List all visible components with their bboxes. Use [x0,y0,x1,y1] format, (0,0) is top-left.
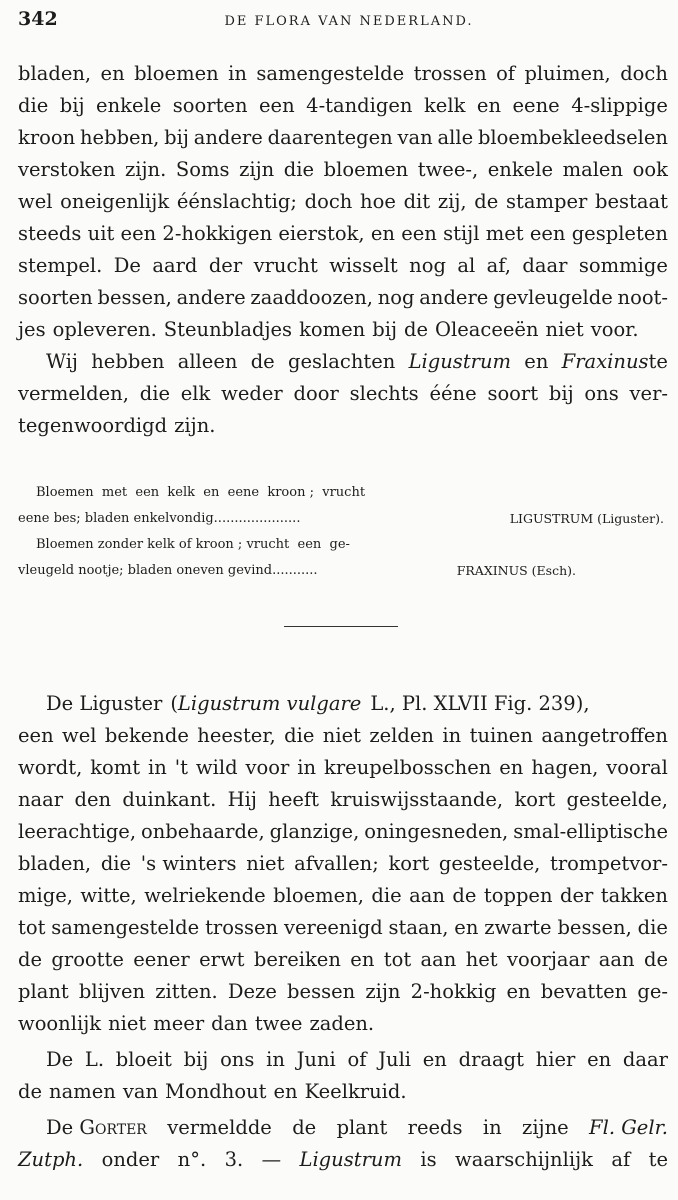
word: en [587,1048,612,1071]
word: twee [254,1012,303,1035]
word: al [457,254,476,277]
word: glanzige, [269,820,360,843]
key-lead-line [18,532,664,558]
word: die [18,94,49,117]
word: dan [211,1012,248,1035]
word: mige, [18,884,73,907]
word: de [18,1080,43,1103]
word: en [273,1080,298,1103]
word: wel [62,724,97,747]
word: den [74,788,112,811]
word: namen [49,1080,116,1103]
word: jes [18,318,46,341]
word: en [422,1048,447,1071]
word: gesteelde, [566,788,668,811]
word: noot- [617,286,668,309]
word: Steunbladjes [163,318,293,341]
word: die [284,724,315,747]
literature-reference: Zutph. [18,1148,84,1171]
word: doch [620,62,668,85]
word: en [476,94,502,117]
word: dit [403,190,431,213]
word: en [499,756,524,779]
word: de [474,190,499,213]
word: eener [133,948,190,971]
word: voorjaar [507,948,590,971]
word: zitten. [155,980,218,1003]
word: van [397,126,433,149]
word: bij [372,318,397,341]
text-line [18,346,668,378]
word: daar [522,254,568,277]
text-line [18,1112,668,1144]
word: bestaat [595,190,668,213]
word: een [259,94,295,117]
word: en [350,948,375,971]
word: en [100,62,125,85]
word: enkele [487,158,553,181]
word: De [46,1116,74,1139]
word: Oleaceeën [435,318,539,341]
word: bloeit [115,1048,172,1071]
word: plant [18,980,69,1003]
word: zij, [437,190,467,213]
word: Juli [378,1048,412,1071]
word: Juni [296,1048,336,1071]
word: tot [18,916,46,939]
text-line [18,250,668,282]
word: bij [164,126,189,149]
word: daarentegen [267,126,393,149]
word: sommige [578,254,668,277]
word: zelden [369,724,434,747]
section-divider [284,626,398,627]
word: toppen [483,884,553,907]
word: soort [487,382,539,405]
text-line [18,1076,668,1108]
genus-name: Ligustrum [299,1148,402,1171]
word: staan, [388,916,449,939]
author-reference: L., Pl. XLVII Fig. 239), [370,692,590,715]
word: af [611,1148,631,1171]
species-account [18,688,668,1176]
word: Soms [175,158,230,181]
word: heester, [197,724,276,747]
word: éénslachtig; [176,190,297,213]
key-genus: FRAXINUS [456,563,528,578]
text-line [18,720,668,752]
word: ge- [637,980,668,1003]
word: stijl [443,222,480,245]
word: 2-hokkigen [162,222,273,245]
word: L. [84,1048,105,1071]
word: bessen, [97,286,172,309]
word: weder [221,382,283,405]
word: voor [245,756,290,779]
word: in [297,756,317,779]
word: een [120,222,157,245]
word: hebben, [79,126,160,149]
word: trompetvor- [550,852,668,875]
word: alleen [177,350,238,373]
text-line [18,1008,668,1040]
intro-paragraph [18,58,668,442]
word: blijven [78,980,146,1003]
text-line [18,186,668,218]
word: 4-tandigen [306,94,413,117]
word: bessen, [557,916,632,939]
text-line [18,816,668,848]
word: 2-hokkig [410,980,497,1003]
word: een [529,222,566,245]
word: verstoken [18,158,116,181]
word: gevleugelde [493,286,613,309]
word: soorten [18,286,93,309]
word: bloemen [323,158,409,181]
word: enkele [96,94,162,117]
word: afvallen; [294,852,379,875]
text-line [18,912,668,944]
word: slechts [349,382,419,405]
word: waarschijnlijk [455,1148,593,1171]
key-genus: LIGUSTRUM [509,511,594,526]
word: in [482,1116,502,1139]
word: af, [486,254,512,277]
text-line [18,1144,668,1176]
word: 's winters [140,852,237,875]
word: bloembekleedselen [477,126,668,149]
word: onbehaarde, [141,820,265,843]
word: aan [598,948,635,971]
word: komen [299,318,366,341]
word: een [18,724,54,747]
word: malen [562,158,624,181]
word: wild [195,756,238,779]
word: geslachten [288,350,396,373]
word: ver- [629,382,668,405]
word: bij [59,94,85,117]
word: niet [545,318,584,341]
word: oningesneden, [364,820,509,843]
word: leerachtige, [18,820,137,843]
word: soorten [172,94,248,117]
word: voor. [590,318,639,341]
key-common-name: (Esch). [531,563,576,578]
word: heeft [268,788,319,811]
word: ééne [429,382,477,405]
word: vrucht [253,254,318,277]
word: eene [512,94,560,117]
word: Mondhout [165,1080,267,1103]
word: bessen [287,980,356,1003]
word: takken [600,884,668,907]
word: andere [419,286,489,309]
word: der [208,254,243,277]
word: of [347,1048,367,1071]
literature-reference: Fl. Gelr. [589,1116,668,1139]
word: kreupelbosschen [324,756,492,779]
word: 3. [224,1148,244,1171]
word: ons [220,1048,255,1071]
word: stempel. [18,254,103,277]
word: ons [584,382,619,405]
word: is [420,1148,437,1171]
word: bloemen, [273,884,364,907]
text-line [18,410,668,442]
word: aard [152,254,198,277]
word: hebben [91,350,165,373]
genus-name: Fraxinus [561,350,649,373]
word: die [637,916,668,939]
word: en [524,350,549,373]
word: twee-, [417,158,479,181]
word: komt [90,756,141,779]
text-line [18,848,668,880]
key-lead-text: Bloemen met een kelk en eene kroon ; vrucht [36,485,366,500]
key-lead-text: eene bes; bladen enkelvondig..................... [18,511,301,526]
text-line [18,688,668,720]
text-line [18,378,668,410]
word: bloemen [134,62,219,85]
word: doch [304,190,353,213]
word: plant [336,1116,388,1139]
word: meer [153,1012,205,1035]
word: vermeldde [167,1116,272,1139]
text-line [18,314,668,346]
word: 't [174,756,188,779]
genus-key [18,480,664,584]
word: niet [108,1012,147,1035]
word: oneigenlijk [60,190,170,213]
word: en [454,916,479,939]
word: n°. [177,1148,207,1171]
genus-name: Ligustrum [408,350,512,373]
word: kruiswijsstaande, [330,788,504,811]
page-header [18,8,670,36]
key-result [449,558,664,584]
word: naar [18,788,64,811]
word: De [113,254,141,277]
word: de [643,948,668,971]
text-line [18,122,668,154]
text-line [18,976,668,1008]
word: zijn. [174,414,216,437]
word: tot [383,948,412,971]
word: in [442,724,462,747]
word: het [465,948,498,971]
running-title: DE FLORA VAN NEDERLAND. [224,14,474,29]
word: zwarte [484,916,552,939]
word: eierstok, [278,222,365,245]
key-common-name: (Liguster). [597,511,664,526]
word: Keelkruid. [304,1080,407,1103]
word: ( [170,692,178,715]
word: gespleten [571,222,668,245]
word: te [648,1148,668,1171]
word: die [100,852,132,875]
word: Wij [46,350,78,373]
word: vooral [606,756,668,779]
word: smal-elliptische [513,820,668,843]
word: elk [180,382,211,405]
page-number: 342 [18,8,58,30]
word: die [371,884,402,907]
text-line [18,784,668,816]
word: die [283,158,315,181]
word: — [261,1148,282,1171]
word: een [401,222,437,245]
word: wel [18,190,53,213]
word: bevatten [540,980,628,1003]
word: aan [420,948,457,971]
text-line [18,944,668,976]
word: door [293,382,339,405]
word: wordt, [18,756,83,779]
word: Hij [227,788,257,811]
word: welriekende [144,884,266,907]
word: hagen, [531,756,599,779]
word: van [122,1080,159,1103]
word: bladen, [18,852,92,875]
species-common-name: De Liguster [46,692,163,715]
word: zijne [522,1116,569,1139]
word: kort [388,852,430,875]
word: de [292,1116,317,1139]
word: bij [183,1048,209,1071]
text-line [18,58,668,90]
word: nog [409,254,446,277]
word: uit [87,222,115,245]
word: zaden. [309,1012,375,1035]
word: 4-slippige [571,94,668,117]
text-line [18,1044,668,1076]
word: steeds [18,222,82,245]
word: aan [409,884,445,907]
word: draagt [458,1048,524,1071]
word: niet [322,724,361,747]
word: opleveren. [52,318,157,341]
word: hier [535,1048,576,1071]
word: kroon [18,126,76,149]
word: nog [377,286,415,309]
word: stamper [506,190,588,213]
key-lead-line [18,480,664,506]
author-name: Gorter [79,1116,147,1139]
text-line [18,880,668,912]
word: niet [246,852,285,875]
word: andere [176,286,246,309]
word: zijn [365,980,401,1003]
word: trossen [205,916,279,939]
word: gesteelde, [438,852,541,875]
text-line [18,752,668,784]
key-result [502,506,664,532]
word: of [496,62,516,85]
word: in [228,62,247,85]
text-line [18,90,668,122]
word: bladen, [18,62,92,85]
word: hoe [360,190,396,213]
word: bij [548,382,574,405]
word: Deze [227,980,277,1003]
word: bereiken [253,948,341,971]
word: met [485,222,524,245]
word: tuinen [469,724,533,747]
word: zijn. [124,158,167,181]
word: erwt [199,948,245,971]
word: trossen [413,62,487,85]
word: pluimen, [524,62,611,85]
word: de [452,884,477,907]
word: kort [514,788,556,811]
word: duinkant. [122,788,217,811]
word: daar [622,1048,668,1071]
word: vereenigd [283,916,383,939]
word: ook [632,158,668,181]
word: andere [193,126,263,149]
word: vermelden, [18,382,129,405]
word: reeds [407,1116,463,1139]
text-line [18,154,668,186]
word: tegenwoordigd [18,414,168,437]
word: wisselt [329,254,398,277]
text-line [18,218,668,250]
word: De [46,1048,74,1071]
key-lead-text: Bloemen zonder kelk of kroon ; vrucht een ge- [36,537,350,552]
word: alle [437,126,474,149]
word: de [250,350,275,373]
word: witte, [80,884,137,907]
species-binomial: Ligustrum vulgare [177,692,362,715]
word: in [148,756,167,779]
key-lead-line [18,506,664,532]
key-lead-text: vleugeld nootje; bladen oneven gevind........... [18,563,318,578]
word: en [506,980,531,1003]
word: bekende [104,724,189,747]
word: de [18,948,43,971]
word: samengestelde [256,62,405,85]
word: grootte [51,948,124,971]
word: zijn [239,158,275,181]
word: te [648,350,668,373]
word: samengestelde [51,916,200,939]
word: kelk [423,94,466,117]
word: die [139,382,170,405]
word: aangetroffen [541,724,668,747]
word: zaaddoozen, [250,286,373,309]
word: woonlijk [18,1012,102,1035]
text-line [18,282,668,314]
word: onder [101,1148,160,1171]
word: de [403,318,429,341]
key-lead-line [18,558,664,584]
word: der [559,884,594,907]
word: en [370,222,395,245]
word: in [266,1048,285,1071]
